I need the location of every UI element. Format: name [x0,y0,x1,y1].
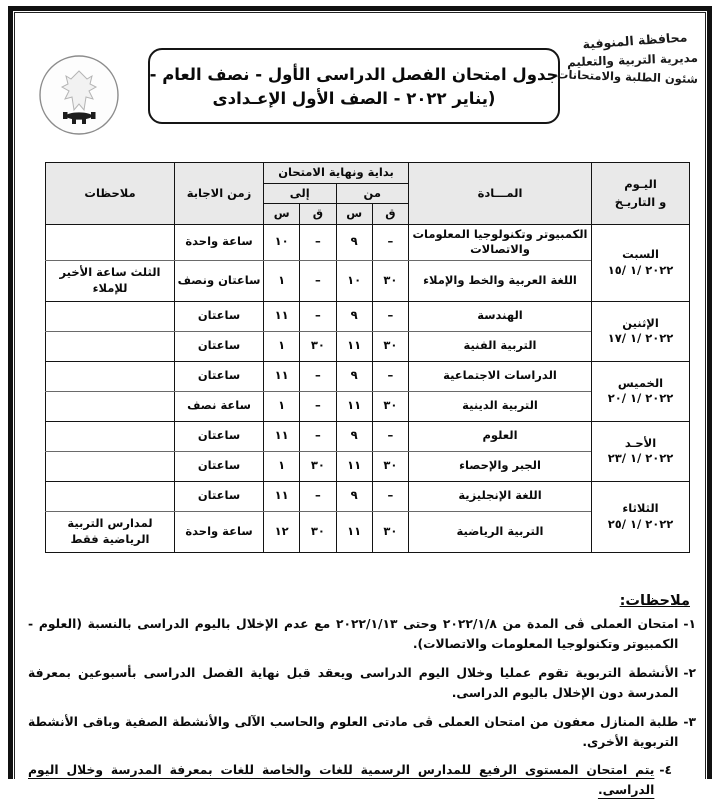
cell-from-minutes: ٣٠ [372,331,408,361]
cell-to-hours: ١١ [264,421,300,451]
header-from-minutes: ق [372,204,408,225]
cell-from-hours: ١١ [336,511,372,552]
title-line-2: (يناير ٢٠٢٢ - الصف الأول الإعـدادى [212,88,496,108]
cell-note [46,391,175,421]
cell-from-hours: ١١ [336,331,372,361]
cell-to-hours: ١١ [264,301,300,331]
title-line-1: جدول امتحان الفصل الدراسى الأول - نصف العام - [149,64,559,84]
cell-to-hours: ١ [264,451,300,481]
note-item [28,664,696,704]
note-number: ٤- [659,763,672,778]
notes-section [28,590,696,810]
cell-note [46,481,175,511]
cell-day-date [592,421,690,481]
header-notes: ملاحظات [46,163,175,225]
day-date: ٢٠٢٢ /١ /٢٥ [607,516,674,531]
cell-to-hours: ١ [264,331,300,361]
cell-to-minutes: – [300,361,336,391]
header-from-hours: س [336,204,372,225]
note-number: ١- [683,617,696,631]
ministry-heading [556,29,699,136]
cell-from-minutes: – [372,301,408,331]
table-body [46,224,690,552]
header-to-minutes: ق [300,204,336,225]
cell-to-hours: ١١ [264,481,300,511]
note-text: امتحان العملى ڤى المدة من ٢٠٢٢/١/٨ وحتى ٢٠٢٢/١/١٣ مع عدم الإخلال باليوم الدراسى بالنسبة (العلوم - الكمبيوتر وتكنولوجيا المعلومات والاتصالات). [28,617,679,651]
cell-note [46,421,175,451]
cell-from-minutes: – [372,421,408,451]
note-item [28,615,696,655]
cell-day-date [592,361,690,421]
cell-to-hours: ١٢ [264,511,300,552]
cell-subject: التربية الدينية [409,391,592,421]
note-item [28,713,696,753]
cell-note [46,451,175,481]
cell-answer-time: ساعتان [175,421,264,451]
header-from: من [336,183,409,204]
cell-note [46,331,175,361]
document-header [20,16,702,134]
cell-subject: العلوم [409,421,592,451]
cell-day-date [592,481,690,552]
notes-list [28,615,696,801]
table-row [46,481,690,511]
cell-from-hours: ١١ [336,451,372,481]
header-subject: المـــادة [409,163,592,225]
cell-answer-time: ساعتان [175,361,264,391]
table-row [46,301,690,331]
header-row-1 [46,163,690,184]
cell-to-hours: ١٠ [264,224,300,260]
cell-answer-time: ساعة واحدة [175,224,264,260]
cell-subject: الهندسة [409,301,592,331]
cell-answer-time: ساعة واحدة [175,511,264,552]
cell-from-minutes: ٣٠ [372,451,408,481]
cell-note [46,361,175,391]
day-name: الخميس [617,375,664,390]
cell-to-minutes: ٣٠ [300,331,336,361]
day-name: الأحـد [624,435,657,450]
header-to: إلى [264,183,337,204]
governorate-name: محافظة المنوفية [582,29,688,52]
directorate-name: مديرية التربية والتعليم [566,50,699,70]
header-day-date [592,163,690,225]
cell-subject: اللغة الإنجليزية [409,481,592,511]
cell-from-minutes: – [372,224,408,260]
cell-day-date [592,224,690,301]
cell-day-date [592,301,690,361]
cell-answer-time: ساعة نصف [175,391,264,421]
day-name: الإثنين [622,315,659,330]
cell-to-minutes: – [300,391,336,421]
cell-answer-time: ساعتان [175,451,264,481]
note-text: يتم امتحان المستوى الرفيع للمدارس الرسمية للغات والخاصة للغات بمعرفة المدرسة وخلال اليوم الدراسى. [28,763,655,798]
cell-from-minutes: ٣٠ [372,511,408,552]
cell-subject: الدراسات الاجتماعية [409,361,592,391]
department-name: شئون الطلبة والامتحانات [556,67,699,86]
cell-to-minutes: – [300,260,336,301]
cell-from-hours: ٩ [336,481,372,511]
national-eagle-emblem-icon [38,54,120,136]
header-to-hours: س [264,204,300,225]
cell-from-minutes: ٣٠ [372,260,408,301]
title-box [148,48,560,124]
note-number: ٢- [683,665,696,680]
cell-subject: التربية الفنية [409,331,592,361]
cell-from-minutes: – [372,481,408,511]
cell-from-minutes: – [372,361,408,391]
exam-schedule-table-wrapper [45,162,690,553]
cell-note: الثلث ساعة الأخير للإملاء [46,260,175,301]
header-day-date-line2: و التاريـخ [614,195,667,210]
cell-to-minutes: – [300,301,336,331]
day-date: ٢٠٢٢ /١ /٢٠ [607,391,674,406]
table-row [46,421,690,451]
day-name: الثلاثاء [622,501,659,516]
cell-from-hours: ٩ [336,361,372,391]
note-text: طلبة المنازل معفون من امتحان العملى ڤى مادتى العلوم والحاسب الآلى والأنشطة الصفية وباقى الأنشطة التربوية الأخرى. [28,714,679,749]
cell-to-hours: ١١ [264,361,300,391]
page-content [20,16,702,798]
cell-to-minutes: ٣٠ [300,451,336,481]
cell-answer-time: ساعتان [175,331,264,361]
cell-note: لمدارس التربية الرياضية فقط [46,511,175,552]
cell-answer-time: ساعتان [175,481,264,511]
cell-to-minutes: – [300,224,336,260]
cell-from-hours: ١٠ [336,260,372,301]
cell-from-hours: ٩ [336,301,372,331]
day-date: ٢٠٢٢ /١ /٢٣ [607,451,674,466]
header-day-date-line1: اليـوم [624,176,657,191]
cell-to-hours: ١ [264,391,300,421]
cell-from-hours: ٩ [336,224,372,260]
notes-heading: ملاحظات: [619,593,690,609]
cell-from-minutes: ٣٠ [372,391,408,421]
header-exam-span: بداية ونهاية الامتحان [264,163,409,184]
day-name: السبت [622,247,659,262]
cell-to-minutes: – [300,481,336,511]
cell-from-hours: ٩ [336,421,372,451]
cell-answer-time: ساعتان [175,301,264,331]
table-head [46,163,690,225]
cell-note [46,224,175,260]
cell-subject: التربية الرياضية [409,511,592,552]
day-date: ٢٠٢٢ /١ /١٥ [607,262,674,277]
note-item [28,761,696,801]
exam-schedule-table [45,162,690,553]
header-answer-time: زمن الاجابة [175,163,264,225]
cell-answer-time: ساعتان ونصف [175,260,264,301]
cell-subject: اللغة العربية والخط والإملاء [409,260,592,301]
cell-subject: الكمبيوتر وتكنولوجيا المعلومات والاتصالات [409,224,592,260]
table-row [46,361,690,391]
cell-to-hours: ١ [264,260,300,301]
cell-note [46,301,175,331]
table-row [46,224,690,260]
cell-to-minutes: ٣٠ [300,511,336,552]
cell-from-hours: ١١ [336,391,372,421]
day-date: ٢٠٢٢ /١ /١٧ [607,331,674,346]
cell-subject: الجبر والإحصاء [409,451,592,481]
note-number: ٣- [683,714,696,729]
cell-to-minutes: – [300,421,336,451]
note-text: الأنشطة التربوية تقوم عمليا وخلال اليوم الدراسى ويعقد قبل نهاية الفصل الدراسى بأسبوعين بمعرفة المدرسة دون الإخلال باليوم الدراسى. [28,665,679,700]
